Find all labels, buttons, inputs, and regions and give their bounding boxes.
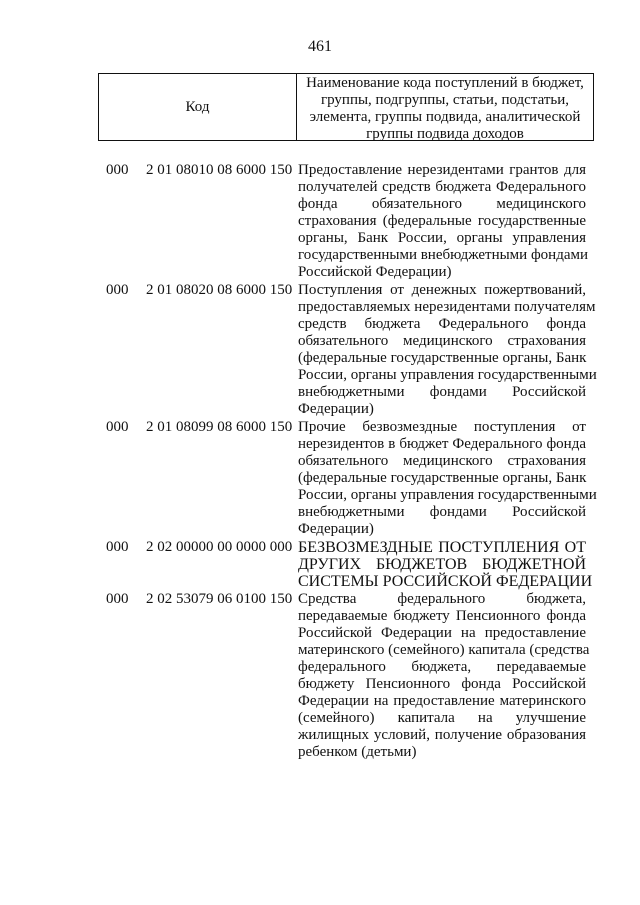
income-name-line: внебюджетными фондами Российской — [298, 504, 586, 520]
income-name-line: России, органы управления государственными — [298, 367, 597, 383]
income-name — [298, 419, 597, 538]
table-row — [0, 162, 640, 281]
table-body — [0, 162, 640, 762]
income-name-line: обязательного медицинского страхования — [298, 453, 586, 469]
income-code: 2 02 00000 00 0000 000 — [146, 539, 293, 555]
income-code: 2 02 53079 06 0100 150 — [146, 591, 293, 607]
income-name-line: бюджету Пенсионного фонда Российской — [298, 676, 586, 692]
table-row — [0, 419, 640, 538]
income-name-line: жилищных условий, получение образования — [298, 727, 586, 743]
admin-code: 000 — [106, 419, 129, 435]
income-name-line: Российской Федерации) — [298, 264, 452, 280]
income-name-line: федерального бюджета, передаваемые — [298, 659, 586, 675]
income-name-line: Прочие безвозмездные поступления от — [298, 419, 586, 435]
income-name-line: России, органы управления государственными — [298, 487, 597, 503]
income-name-line: (федеральные государственные органы, Банк — [298, 470, 587, 486]
income-name-line: ДРУГИХ БЮДЖЕТОВ БЮДЖЕТНОЙ — [298, 556, 586, 573]
header-name-cell — [297, 74, 593, 140]
header-name-line: группы, подгруппы, статьи, подстатьи, — [320, 92, 570, 108]
admin-code: 000 — [106, 162, 129, 178]
admin-code: 000 — [106, 282, 129, 298]
header-name-line: Наименование кода поступлений в бюджет, — [306, 75, 584, 91]
header-name-line: элемента, группы подвида, аналитической — [309, 109, 581, 125]
income-name-line: ребенком (детьми) — [298, 744, 417, 760]
income-name — [298, 282, 597, 418]
income-name-line: фонда обязательного медицинского — [298, 196, 586, 212]
income-name-line: получателей средств бюджета Федерального — [298, 179, 586, 195]
income-name-line: материнского (семейного) капитала (средства — [298, 642, 590, 658]
income-name-line: БЕЗВОЗМЕЗДНЫЕ ПОСТУПЛЕНИЯ ОТ — [298, 539, 586, 556]
income-name — [298, 162, 589, 281]
income-code: 2 01 08020 08 6000 150 — [146, 282, 293, 298]
table-row — [0, 282, 640, 418]
income-name-line: (семейного) капитала на улучшение — [298, 710, 586, 726]
income-name-line: органы, Банк России, органы управления — [298, 230, 586, 246]
income-name-line: СИСТЕМЫ РОССИЙСКОЙ ФЕДЕРАЦИИ — [298, 573, 593, 590]
income-name-line: страхования (федеральные государственные — [298, 213, 586, 229]
income-name-line: обязательного медицинского страхования — [298, 333, 586, 349]
income-name-line: нерезидентов в бюджет Федерального фонда — [298, 436, 586, 452]
income-name-line: Федерации) — [298, 521, 374, 537]
income-name-line: Предоставление нерезидентами грантов для — [298, 162, 586, 178]
income-code: 2 01 08010 08 6000 150 — [146, 162, 293, 178]
income-name-line: предоставляемых нерезидентами получателям — [298, 299, 596, 315]
admin-code: 000 — [106, 591, 129, 607]
income-name-line: государственными внебюджетными фондами — [298, 247, 589, 263]
header-name-line: группы подвида доходов — [366, 126, 524, 142]
income-code: 2 01 08099 08 6000 150 — [146, 419, 293, 435]
income-name — [298, 591, 590, 761]
table-header — [98, 73, 594, 141]
income-name-line: средств бюджета Федерального фонда — [298, 316, 586, 332]
income-name-line: передаваемые бюджету Пенсионного фонда — [298, 608, 586, 624]
table-row — [0, 539, 640, 590]
income-name-line: Российской Федерации на предоставление — [298, 625, 586, 641]
income-name-line: Поступления от денежных пожертвований, — [298, 282, 586, 298]
page-number: 461 — [308, 38, 332, 55]
income-name-line: внебюджетными фондами Российской — [298, 384, 586, 400]
income-name-line: Средства федерального бюджета, — [298, 591, 586, 607]
income-name-line: Федерации на предоставление материнского — [298, 693, 586, 709]
income-name-line: Федерации) — [298, 401, 374, 417]
admin-code: 000 — [106, 539, 129, 555]
income-name — [298, 539, 593, 590]
header-code-cell: Код — [99, 74, 297, 140]
income-name-line: (федеральные государственные органы, Банк — [298, 350, 587, 366]
table-row — [0, 591, 640, 761]
